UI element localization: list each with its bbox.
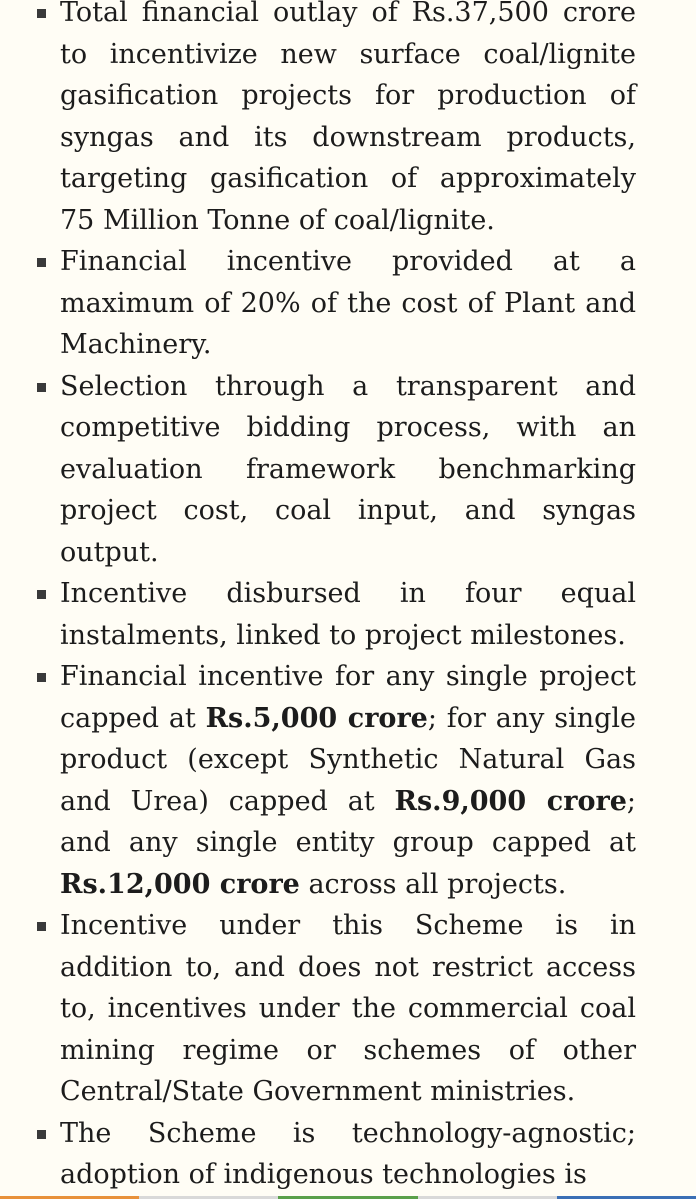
bullet-text	[60, 661, 636, 900]
bullet-text: Selection through a transparent and competitive bidding process, with an evaluation framework benchmarking project cost, coal input, and syngas output.	[60, 370, 636, 568]
amount-highlight: Rs.5,000 crore	[205, 702, 428, 734]
bullet-text: The Scheme is technology-agnostic; adoption of indigenous technologies is	[60, 1117, 636, 1190]
square-bullet-icon	[37, 383, 46, 392]
bullet-text: Financial incentive provided at a maximum of 20% of the cost of Plant and Machinery.	[60, 246, 636, 360]
square-bullet-icon	[37, 590, 46, 599]
bullet-text: Total financial outlay of Rs.37,500 crore to incentivize new surface coal/lignite gasification projects for production of syngas and its downstream products, targeting gasification of approximately 75 Million Tonne of coal/lignite.	[60, 0, 636, 236]
list-item	[0, 366, 696, 574]
list-item	[0, 1113, 696, 1196]
text-run: ; for any single product (except Synthetic Natural Gas and Urea) capped at	[60, 702, 636, 817]
bullet-text: Incentive under this Scheme is in addition to, and does not restrict access to, incentives under the commercial coal mining regime or schemes of other Central/State Government ministries.	[60, 910, 636, 1107]
square-bullet-icon	[37, 922, 46, 931]
bullet-text: Incentive disbursed in four equal instalments, linked to project milestones.	[60, 578, 636, 651]
text-run: ; and any single entity group capped at	[60, 785, 636, 858]
list-item	[0, 241, 696, 366]
square-bullet-icon	[37, 9, 46, 18]
square-bullet-icon	[37, 258, 46, 267]
list-item	[0, 573, 696, 656]
text-run: across all projects.	[299, 868, 567, 900]
list-item	[0, 656, 696, 905]
amount-highlight: Rs.9,000 crore	[394, 785, 627, 817]
square-bullet-icon	[37, 673, 46, 682]
amount-highlight: Rs.12,000 crore	[60, 868, 300, 900]
text-run: Financial incentive for any single project capped at	[60, 661, 636, 734]
list-item	[0, 905, 696, 1113]
square-bullet-icon	[37, 1130, 46, 1139]
list-item	[0, 0, 696, 241]
